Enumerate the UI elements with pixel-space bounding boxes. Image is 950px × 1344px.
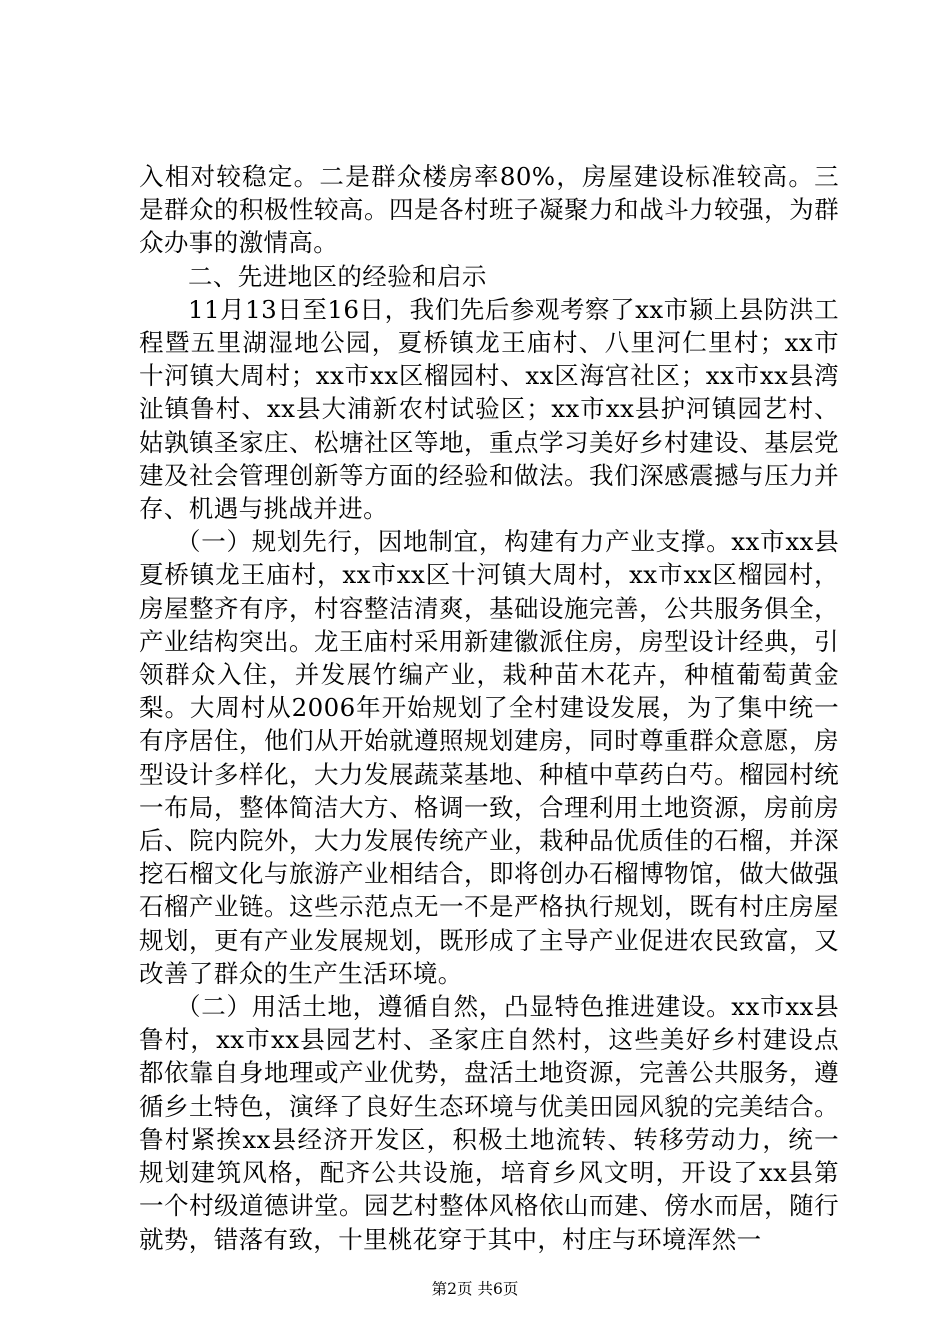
paragraph-continuation: 入相对较稳定。二是群众楼房率80%，房屋建设标准较高。三是群众的积极性较高。四是各村班子凝聚力和战斗力较强，为群众办事的激情高。	[139, 162, 839, 258]
paragraph-point-two: （二）用活土地，遵循自然，凸显特色推进建设。xx市xx县鲁村，xx市xx县园艺村、圣家庄自然村，这些美好乡村建设点都依靠自身地理或产业优势，盘活土地资源，完善公共服务，遵循乡土特色，演绎了良好生态环境与优美田园风貌的完美结合。鲁村紧挨xx县经济开发区，积极土地流转、转移劳动力，统一规划建筑风格，配齐公共设施，培育乡风文明，开设了xx县第一个村级道德讲堂。园艺村整体风格依山而建、傍水而居，随行就势，错落有致，十里桃花穿于其中，村庄与环境浑然一	[139, 992, 839, 1254]
page-footer: 第2页 共6页	[431, 1280, 519, 1298]
paragraph-visit-summary: 11月13日至16日，我们先后参观考察了xx市颍上县防洪工程暨五里湖湿地公园，夏桥镇龙王庙村、八里河仁里村；xx市十河镇大周村；xx市xx区榴园村、xx区海宫社区；xx市xx县湾沚镇鲁村、xx县大浦新农村试验区；xx市xx县护河镇园艺村、姑孰镇圣家庄、松塘社区等地，重点学习美好乡村建设、基层党建及社会管理创新等方面的经验和做法。我们深感震撼与压力并存、机遇与挑战并进。	[139, 294, 839, 524]
section-heading: 二、先进地区的经验和启示	[188, 261, 487, 291]
document-body	[139, 160, 839, 1256]
paragraph-point-one: （一）规划先行，因地制宜，构建有力产业支撑。xx市xx县夏桥镇龙王庙村，xx市xx区十河镇大周村，xx市xx区榴园村，房屋整齐有序，村容整洁清爽，基础设施完善，公共服务俱全，产业结构突出。龙王庙村采用新建徽派住房，房型设计经典，引领群众入住，并发展竹编产业，栽种苗木花卉，种植葡萄黄金梨。大周村从2006年开始规划了全村建设发展，为了集中统一有序居住，他们从开始就遵照规划建房，同时尊重群众意愿，房型设计多样化，大力发展蔬菜基地、种植中草药白芍。榴园村统一布局，整体简洁大方、格调一致，合理利用土地资源，房前房后、院内院外，大力发展传统产业，栽种品优质佳的石榴，并深挖石榴文化与旅游产业相结合，即将创办石榴博物馆，做大做强石榴产业链。这些示范点无一不是严格执行规划，既有村庄房屋规划，更有产业发展规划，既形成了主导产业促进农民致富，又改善了群众的生产生活环境。	[139, 527, 839, 988]
